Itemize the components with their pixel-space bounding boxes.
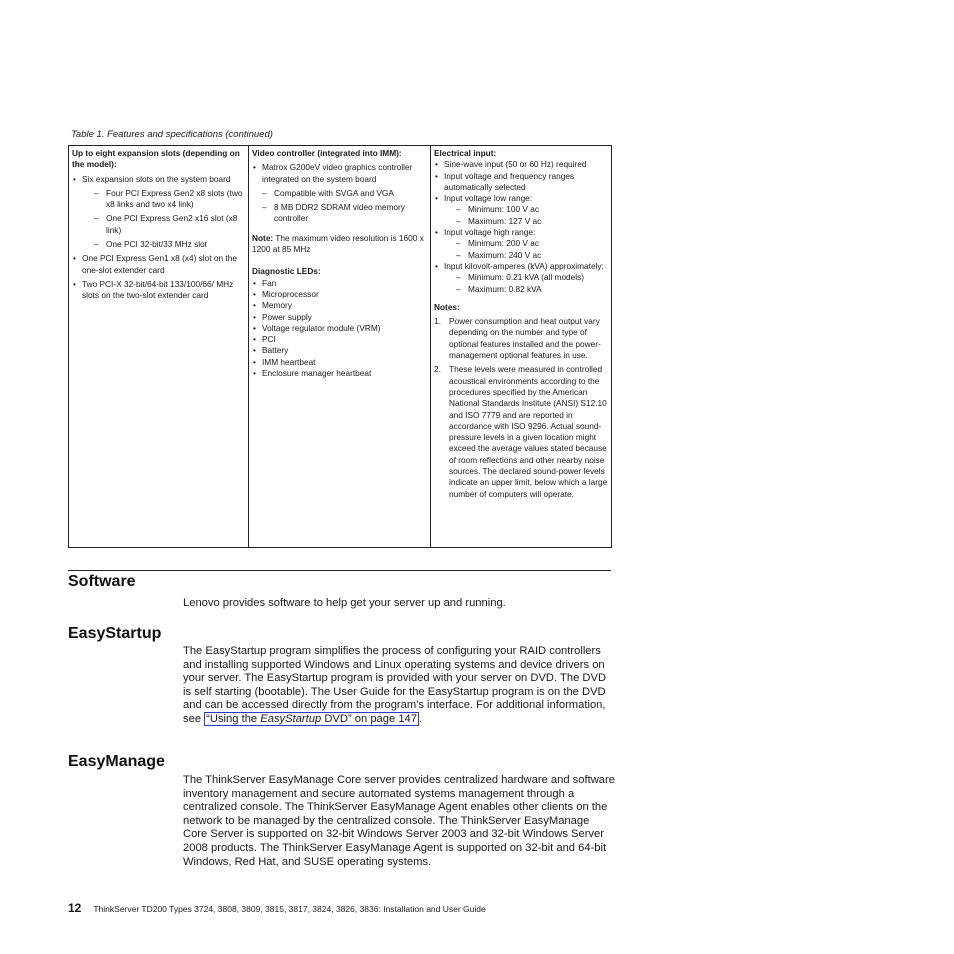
sub-list-item: – Minimum: 100 V ac (456, 204, 608, 215)
easystartup-dvd-link[interactable] (204, 712, 419, 726)
note-label: Note: (252, 232, 274, 243)
sub-list (82, 188, 245, 250)
list-item (434, 227, 608, 261)
list-item: • One PCI Express Gen1 x8 (x4) slot on the one-slot extender card (72, 253, 245, 276)
page-number: 12 (68, 901, 82, 915)
software-heading: Software (68, 573, 136, 590)
easystartup-body: The EasyStartup program simplifies the process of configuring your RAID controllers and installing supported Windows and Linux operating systems and device drivers on your server. The EasyStartup program is provided with your server on DVD. The DVD is self starting (bootable). The User Guide for the EasyStartup program is on the DVD and can be accessed directly from the program's interface. For additional information, see (183, 645, 607, 725)
diagnostic-leds-heading: Diagnostic LEDs: (252, 266, 321, 277)
note-text: The maximum video resolution is 1600 x 1200 at 85 MHz (252, 232, 424, 255)
list-item: • Voltage regulator module (VRM) (252, 323, 427, 334)
software-text: Lenovo provides software to help get your server up and running. (183, 597, 506, 609)
diagnostic-leds-list (252, 278, 427, 380)
sub-list-item: – Minimum: 200 V ac (456, 238, 608, 249)
list-item (434, 261, 608, 295)
sub-list (444, 272, 608, 295)
electrical-input-heading: Electrical input: (434, 148, 497, 158)
video-controller-heading: Video controller (integrated into IMM): (252, 148, 402, 158)
electrical-input-list (434, 159, 608, 295)
list-item: • Enclosure manager heartbeat (252, 368, 427, 379)
electrical-input-cell (431, 146, 612, 548)
list-item (72, 174, 245, 251)
page-footer (68, 901, 486, 915)
list-item-text: Matrox G200eV video graphics controller integrated on the system board (262, 162, 413, 184)
list-item-text: Input voltage high range: (444, 227, 536, 238)
sub-list-item: – Four PCI Express Gen2 x8 slots (two x8 links and two x4 link) (94, 188, 245, 211)
notes-heading: Notes: (434, 301, 460, 312)
list-item (252, 162, 427, 224)
list-item-text: Input voltage low range: (444, 193, 533, 204)
link-text-pre: “Using the (206, 712, 261, 725)
sub-list-item: – Minimum: 0.21 kVA (all models) (456, 272, 608, 283)
notes-list (434, 316, 608, 500)
footer-title: ThinkServer TD200 Types 3724, 3808, 3809, 3815, 3817, 3824, 3826, 3836: Installation and User Guide (93, 904, 486, 914)
table-caption: Table 1. Features and specifications (continued) (71, 129, 273, 140)
video-list (252, 162, 427, 224)
note-number: 2. (434, 364, 441, 375)
easymanage-text: The ThinkServer EasyManage Core server provides centralized hardware and software inventory management and secure automated systems management through a centralized console. The ThinkServer EasyManage Agent enables other clients on the network to be managed by the centralized console. The ThinkServer EasyManage Core Server is supported on 32-bit Windows Server 2003 and 32-bit Windows Server 2008 products. The ThinkServer EasyManage Agent is supported on 32-bit and 64-bit Windows, Red Hat, and SUSE operating systems. (183, 774, 615, 868)
video-note (252, 233, 427, 256)
link-text-post: DVD” on page 147 (321, 712, 417, 725)
expansion-slots-list (72, 174, 245, 302)
list-item (434, 193, 608, 227)
list-item: • Battery (252, 345, 427, 356)
sub-list-item: – 8 MB DDR2 SDRAM video memory controller (262, 202, 427, 225)
sub-list (444, 204, 608, 227)
easystartup-end: . (419, 712, 423, 725)
sub-list-item: – Compatible with SVGA and VGA (262, 188, 427, 199)
easystartup-heading: EasyStartup (68, 625, 162, 642)
list-item: • Microprocessor (252, 289, 427, 300)
expansion-slots-cell (69, 146, 249, 548)
sub-list-item: – One PCI Express Gen2 x16 slot (x8 link) (94, 213, 245, 236)
link-text-em: EasyStartup (260, 712, 322, 725)
section-divider (68, 570, 611, 571)
list-item-text: Six expansion slots on the system board (82, 173, 231, 184)
note-item (434, 364, 608, 500)
list-item: • Input voltage and frequency ranges automatically selected (434, 171, 608, 194)
expansion-slots-heading: Up to eight expansion slots (depending on the model): (72, 148, 240, 170)
list-item-text: Input kilovolt-amperes (kVA) approximately: (444, 260, 604, 271)
note-item-text: These levels were measured in controlled acoustical environments according to the procedures specified by the American National Standards Institute (ANSI) S12.10 and ISO 7779 and are reported in accordance with ISO 9296. Actual sound-pressure levels in a given location might exceed the average values stated because of room reflections and other nearby noise sources. The declared sound-power levels indicate an upper limit, below which a large number of computers will operate. (449, 364, 608, 499)
sub-list-item: – Maximum: 240 V ac (456, 250, 608, 261)
features-table (68, 145, 612, 548)
note-item (434, 316, 608, 361)
list-item: • Fan (252, 278, 427, 289)
list-item: • IMM heartbeat (252, 357, 427, 368)
list-item: • Sine-wave input (50 or 60 Hz) required (434, 159, 608, 170)
note-item-text: Power consumption and heat output vary depending on the number and type of optional features installed and the power-management optional features in use. (449, 316, 601, 361)
sub-list (262, 188, 427, 225)
list-item: • Two PCI-X 32-bit/64-bit 133/100/66/ MHz slots on the two-slot extender card (72, 279, 245, 302)
list-item: • PCI (252, 334, 427, 345)
sub-list (444, 238, 608, 261)
sub-list-item: – One PCI 32-bit/33 MHz slot (94, 239, 245, 250)
sub-list-item: – Maximum: 127 V ac (456, 216, 608, 227)
note-number: 1. (434, 316, 441, 327)
easymanage-heading: EasyManage (68, 753, 165, 770)
easystartup-text (183, 645, 615, 727)
list-item: • Power supply (252, 312, 427, 323)
video-controller-cell (249, 146, 431, 548)
sub-list-item: – Maximum: 0.82 kVA (456, 284, 608, 295)
list-item: • Memory (252, 300, 427, 311)
